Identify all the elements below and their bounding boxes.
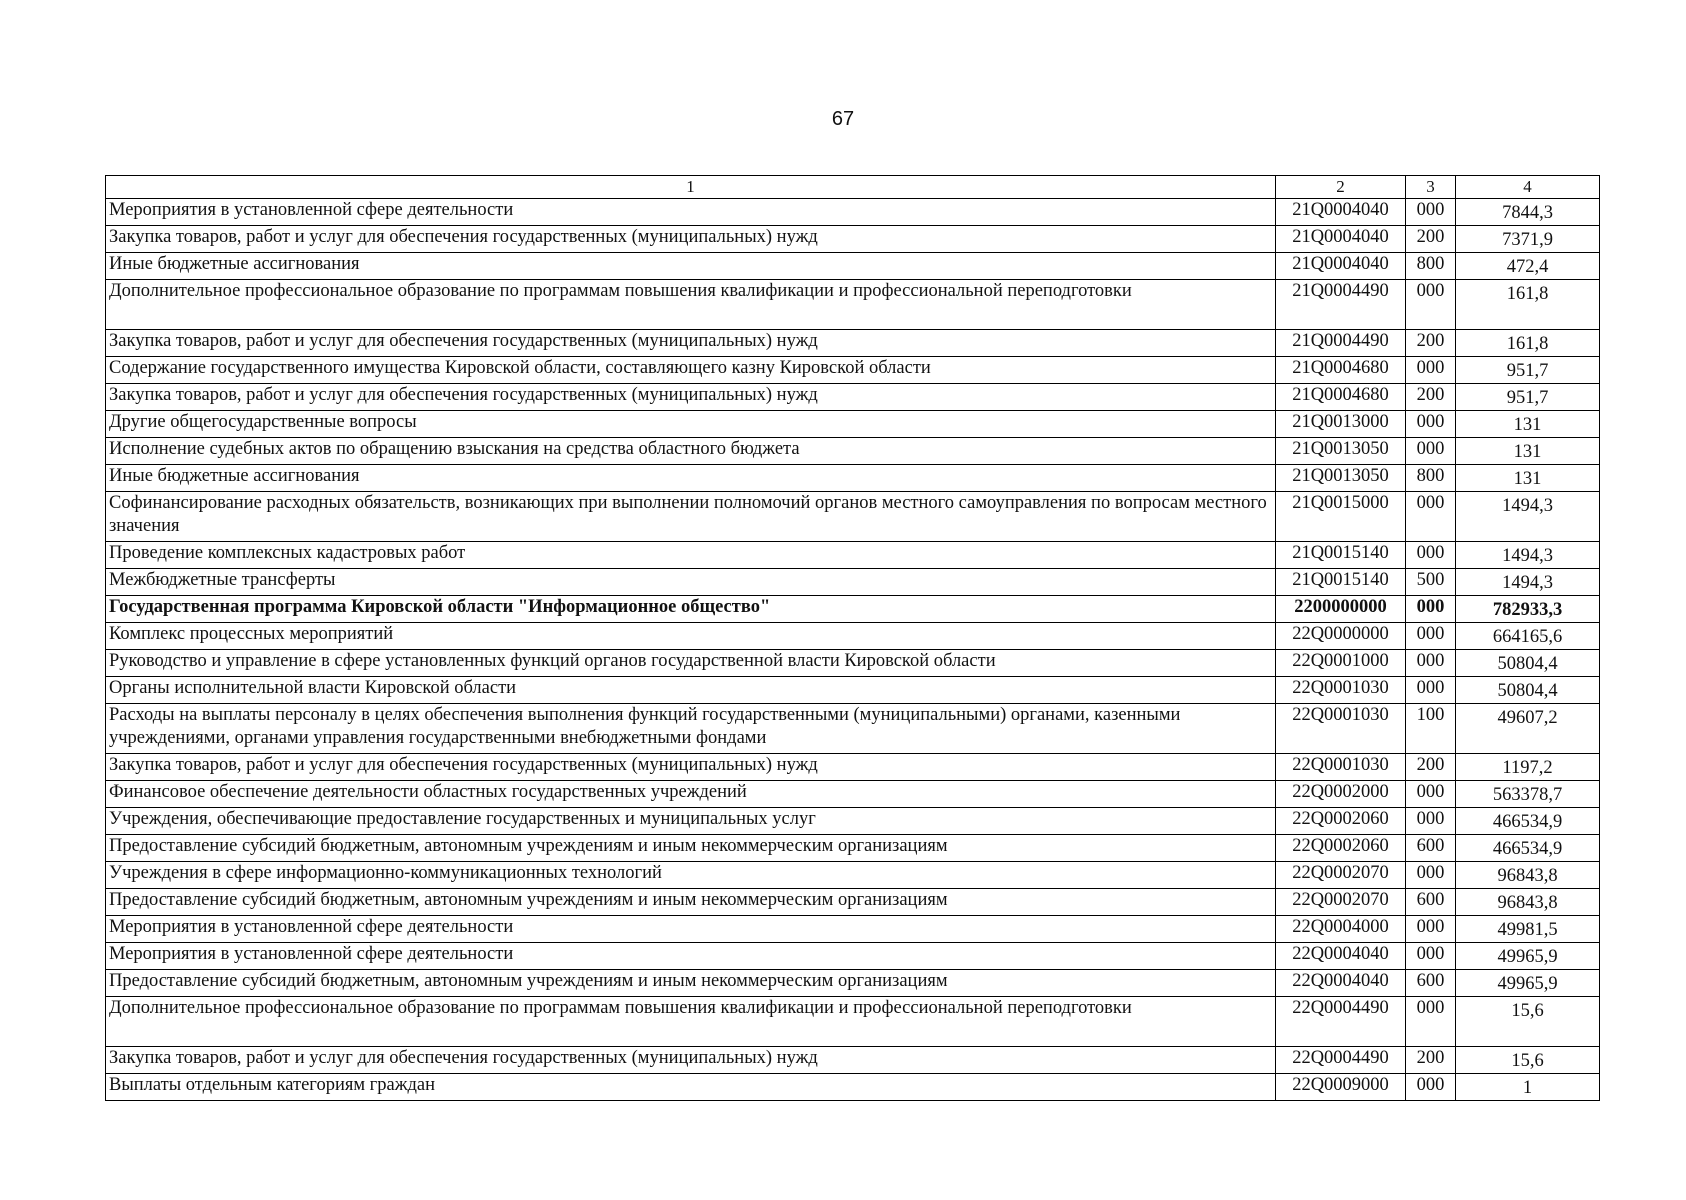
row-amount-cell: 49965,9: [1456, 943, 1600, 970]
row-name-cell: Дополнительное профессиональное образование по программам повышения квалификации и профессиональной переподготовки: [106, 997, 1276, 1047]
row-kind-cell: 800: [1406, 253, 1456, 280]
row-amount-cell: 1: [1456, 1074, 1600, 1101]
row-kind-cell: 000: [1406, 781, 1456, 808]
row-name-cell: Государственная программа Кировской области "Информационное общество": [106, 596, 1276, 623]
row-name-cell: Расходы на выплаты персоналу в целях обеспечения выполнения функций государственными (муниципальными) органами, казенными учреждениями, органами управления государственными внебюджетными фондами: [106, 704, 1276, 754]
table-row: [106, 997, 1600, 1047]
row-amount-cell: 15,6: [1456, 997, 1600, 1047]
table-row: [106, 569, 1600, 596]
table-header-row: [106, 176, 1600, 199]
row-code-cell: 21Q0004490: [1276, 330, 1406, 357]
row-amount-cell: 49981,5: [1456, 916, 1600, 943]
row-name-cell: Закупка товаров, работ и услуг для обеспечения государственных (муниципальных) нужд: [106, 330, 1276, 357]
row-amount-cell: 7371,9: [1456, 226, 1600, 253]
row-kind-cell: 000: [1406, 623, 1456, 650]
row-amount-cell: 782933,3: [1456, 596, 1600, 623]
row-amount-cell: 7844,3: [1456, 199, 1600, 226]
table-row: [106, 465, 1600, 492]
row-name-cell: Руководство и управление в сфере установленных функций органов государственной власти Кировской области: [106, 650, 1276, 677]
table-row: [106, 330, 1600, 357]
row-code-cell: 22Q0001000: [1276, 650, 1406, 677]
table-row: [106, 226, 1600, 253]
row-name-cell: Мероприятия в установленной сфере деятельности: [106, 943, 1276, 970]
row-kind-cell: 800: [1406, 465, 1456, 492]
row-kind-cell: 000: [1406, 438, 1456, 465]
row-code-cell: 22Q0001030: [1276, 704, 1406, 754]
row-amount-cell: 96843,8: [1456, 862, 1600, 889]
table-row: [106, 438, 1600, 465]
row-amount-cell: 466534,9: [1456, 835, 1600, 862]
row-kind-cell: 000: [1406, 650, 1456, 677]
budget-table: [105, 175, 1600, 1101]
row-code-cell: 21Q0004680: [1276, 357, 1406, 384]
table-row: [106, 754, 1600, 781]
table-row: [106, 623, 1600, 650]
row-name-cell: Мероприятия в установленной сфере деятельности: [106, 199, 1276, 226]
row-code-cell: 21Q0015140: [1276, 542, 1406, 569]
table-row: [106, 889, 1600, 916]
row-kind-cell: 100: [1406, 704, 1456, 754]
table-row: [106, 357, 1600, 384]
header-col-3: 3: [1406, 176, 1456, 199]
row-kind-cell: 000: [1406, 357, 1456, 384]
row-name-cell: Закупка товаров, работ и услуг для обеспечения государственных (муниципальных) нужд: [106, 226, 1276, 253]
table-row: [106, 677, 1600, 704]
table-row: [106, 943, 1600, 970]
row-code-cell: 22Q0000000: [1276, 623, 1406, 650]
row-code-cell: 22Q0004000: [1276, 916, 1406, 943]
row-name-cell: Комплекс процессных мероприятий: [106, 623, 1276, 650]
row-amount-cell: 131: [1456, 438, 1600, 465]
row-amount-cell: 472,4: [1456, 253, 1600, 280]
row-amount-cell: 131: [1456, 411, 1600, 438]
row-code-cell: 22Q0002060: [1276, 835, 1406, 862]
table-row: [106, 596, 1600, 623]
row-code-cell: 22Q0004490: [1276, 997, 1406, 1047]
table-row: [106, 650, 1600, 677]
row-code-cell: 22Q0001030: [1276, 754, 1406, 781]
row-amount-cell: 49607,2: [1456, 704, 1600, 754]
table-row: [106, 970, 1600, 997]
row-code-cell: 21Q0004040: [1276, 226, 1406, 253]
table-row: [106, 808, 1600, 835]
row-name-cell: Предоставление субсидий бюджетным, автономным учреждениям и иным некоммерческим организациям: [106, 835, 1276, 862]
row-kind-cell: 200: [1406, 226, 1456, 253]
row-amount-cell: 96843,8: [1456, 889, 1600, 916]
row-amount-cell: 49965,9: [1456, 970, 1600, 997]
row-name-cell: Предоставление субсидий бюджетным, автономным учреждениям и иным некоммерческим организациям: [106, 970, 1276, 997]
row-amount-cell: 466534,9: [1456, 808, 1600, 835]
row-code-cell: 21Q0004040: [1276, 199, 1406, 226]
table-row: [106, 280, 1600, 330]
row-name-cell: Предоставление субсидий бюджетным, автономным учреждениям и иным некоммерческим организациям: [106, 889, 1276, 916]
row-amount-cell: 15,6: [1456, 1047, 1600, 1074]
row-kind-cell: 600: [1406, 835, 1456, 862]
row-kind-cell: 000: [1406, 199, 1456, 226]
row-amount-cell: 50804,4: [1456, 677, 1600, 704]
table-row: [106, 916, 1600, 943]
row-code-cell: 21Q0013050: [1276, 465, 1406, 492]
row-name-cell: Софинансирование расходных обязательств, возникающих при выполнении полномочий органов местного самоуправления по вопросам местного значения: [106, 492, 1276, 542]
row-code-cell: 21Q0013050: [1276, 438, 1406, 465]
row-name-cell: Учреждения, обеспечивающие предоставление государственных и муниципальных услуг: [106, 808, 1276, 835]
table-row: [106, 384, 1600, 411]
table-row: [106, 862, 1600, 889]
table-row: [106, 542, 1600, 569]
row-code-cell: 21Q0013000: [1276, 411, 1406, 438]
table-row: [106, 704, 1600, 754]
row-kind-cell: 500: [1406, 569, 1456, 596]
table-row: [106, 1047, 1600, 1074]
page-number: 67: [831, 108, 855, 130]
table-row: [106, 199, 1600, 226]
table-row: [106, 411, 1600, 438]
row-code-cell: 22Q0001030: [1276, 677, 1406, 704]
row-code-cell: 22Q0002060: [1276, 808, 1406, 835]
row-kind-cell: 000: [1406, 596, 1456, 623]
row-code-cell: 22Q0002070: [1276, 862, 1406, 889]
row-code-cell: 21Q0004680: [1276, 384, 1406, 411]
row-name-cell: Иные бюджетные ассигнования: [106, 465, 1276, 492]
row-name-cell: Содержание государственного имущества Кировской области, составляющего казну Кировской области: [106, 357, 1276, 384]
row-amount-cell: 951,7: [1456, 357, 1600, 384]
row-amount-cell: 131: [1456, 465, 1600, 492]
header-col-2: 2: [1276, 176, 1406, 199]
row-amount-cell: 1494,3: [1456, 542, 1600, 569]
row-amount-cell: 1197,2: [1456, 754, 1600, 781]
table-row: [106, 492, 1600, 542]
row-kind-cell: 000: [1406, 280, 1456, 330]
row-amount-cell: 951,7: [1456, 384, 1600, 411]
row-amount-cell: 664165,6: [1456, 623, 1600, 650]
row-kind-cell: 000: [1406, 677, 1456, 704]
row-kind-cell: 000: [1406, 411, 1456, 438]
row-name-cell: Выплаты отдельным категориям граждан: [106, 1074, 1276, 1101]
table-row: [106, 1074, 1600, 1101]
table-row: [106, 835, 1600, 862]
row-code-cell: 21Q0004040: [1276, 253, 1406, 280]
table-row: [106, 781, 1600, 808]
row-code-cell: 22Q0004040: [1276, 970, 1406, 997]
row-kind-cell: 000: [1406, 943, 1456, 970]
row-amount-cell: 161,8: [1456, 280, 1600, 330]
row-kind-cell: 600: [1406, 970, 1456, 997]
row-name-cell: Органы исполнительной власти Кировской области: [106, 677, 1276, 704]
row-name-cell: Закупка товаров, работ и услуг для обеспечения государственных (муниципальных) нужд: [106, 754, 1276, 781]
row-code-cell: 21Q0015140: [1276, 569, 1406, 596]
row-name-cell: Учреждения в сфере информационно-коммуникационных технологий: [106, 862, 1276, 889]
row-code-cell: 22Q0002070: [1276, 889, 1406, 916]
row-code-cell: 21Q0015000: [1276, 492, 1406, 542]
row-name-cell: Иные бюджетные ассигнования: [106, 253, 1276, 280]
row-code-cell: 2200000000: [1276, 596, 1406, 623]
row-kind-cell: 200: [1406, 754, 1456, 781]
row-name-cell: Межбюджетные трансферты: [106, 569, 1276, 596]
row-code-cell: 22Q0002000: [1276, 781, 1406, 808]
row-kind-cell: 600: [1406, 889, 1456, 916]
row-name-cell: Другие общегосударственные вопросы: [106, 411, 1276, 438]
row-kind-cell: 000: [1406, 492, 1456, 542]
row-code-cell: 22Q0004490: [1276, 1047, 1406, 1074]
row-kind-cell: 200: [1406, 330, 1456, 357]
row-kind-cell: 000: [1406, 862, 1456, 889]
row-name-cell: Финансовое обеспечение деятельности областных государственных учреждений: [106, 781, 1276, 808]
row-name-cell: Мероприятия в установленной сфере деятельности: [106, 916, 1276, 943]
row-amount-cell: 1494,3: [1456, 569, 1600, 596]
row-amount-cell: 1494,3: [1456, 492, 1600, 542]
row-name-cell: Дополнительное профессиональное образование по программам повышения квалификации и профессиональной переподготовки: [106, 280, 1276, 330]
row-code-cell: 22Q0009000: [1276, 1074, 1406, 1101]
row-kind-cell: 200: [1406, 1047, 1456, 1074]
row-name-cell: Проведение комплексных кадастровых работ: [106, 542, 1276, 569]
row-code-cell: 21Q0004490: [1276, 280, 1406, 330]
table-row: [106, 253, 1600, 280]
header-col-1: 1: [106, 176, 1276, 199]
row-name-cell: Закупка товаров, работ и услуг для обеспечения государственных (муниципальных) нужд: [106, 384, 1276, 411]
row-kind-cell: 000: [1406, 808, 1456, 835]
row-amount-cell: 50804,4: [1456, 650, 1600, 677]
row-kind-cell: 200: [1406, 384, 1456, 411]
header-col-4: 4: [1456, 176, 1600, 199]
row-code-cell: 22Q0004040: [1276, 943, 1406, 970]
row-kind-cell: 000: [1406, 916, 1456, 943]
row-kind-cell: 000: [1406, 1074, 1456, 1101]
row-name-cell: Закупка товаров, работ и услуг для обеспечения государственных (муниципальных) нужд: [106, 1047, 1276, 1074]
row-kind-cell: 000: [1406, 997, 1456, 1047]
row-name-cell: Исполнение судебных актов по обращению взыскания на средства областного бюджета: [106, 438, 1276, 465]
row-amount-cell: 161,8: [1456, 330, 1600, 357]
row-kind-cell: 000: [1406, 542, 1456, 569]
row-amount-cell: 563378,7: [1456, 781, 1600, 808]
